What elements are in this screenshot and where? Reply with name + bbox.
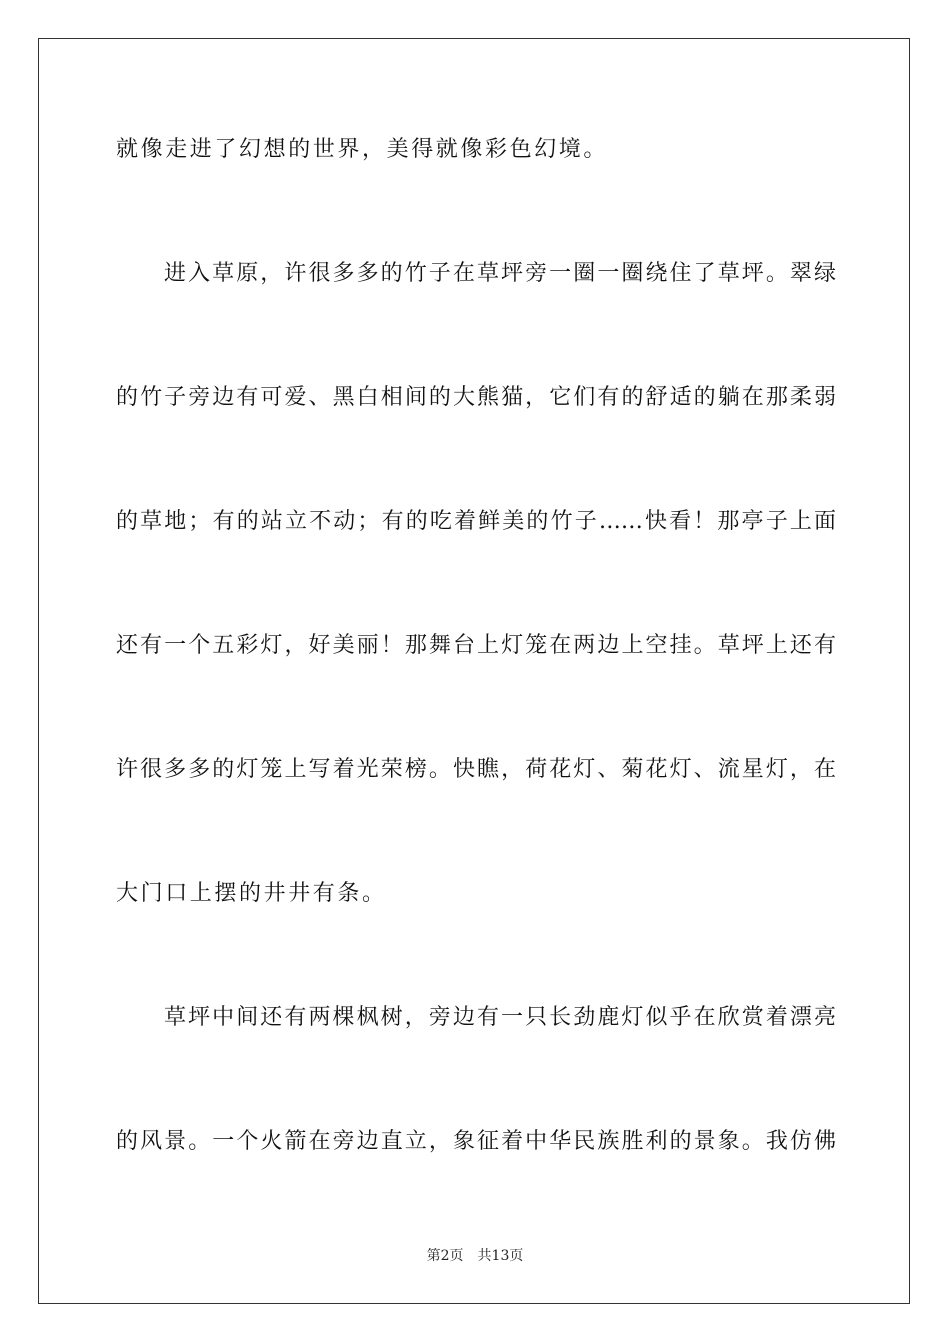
text-line-5: 还有一个五彩灯，好美丽！那舞台上灯笼在两边上空挂。草坪上还有 — [116, 633, 836, 658]
page-total: 共13页 — [477, 1248, 524, 1264]
text-line-1: 就像走进了幻想的世界，美得就像彩色幻境。 — [116, 137, 609, 162]
text-line-8: 草坪中间还有两棵枫树，旁边有一只长劲鹿灯似乎在欣赏着漂亮 — [164, 1005, 836, 1030]
page-border — [38, 38, 910, 1304]
text-line-9: 的风景。一个火箭在旁边直立，象征着中华民族胜利的景象。我仿佛 — [116, 1129, 836, 1154]
text-line-2: 进入草原，许很多多的竹子在草坪旁一圈一圈绕住了草坪。翠绿 — [164, 261, 836, 286]
page-footer — [0, 1246, 950, 1266]
text-line-3: 的竹子旁边有可爱、黑白相间的大熊猫，它们有的舒适的躺在那柔弱 — [116, 385, 836, 410]
text-line-4: 的草地；有的站立不动；有的吃着鲜美的竹子……快看！那亭子上面 — [116, 509, 836, 534]
text-line-7: 大门口上摆的井井有条。 — [116, 881, 387, 906]
text-line-6: 许很多多的灯笼上写着光荣榜。快瞧，荷花灯、菊花灯、流星灯，在 — [116, 757, 836, 782]
page-number: 第2页 — [426, 1248, 464, 1264]
